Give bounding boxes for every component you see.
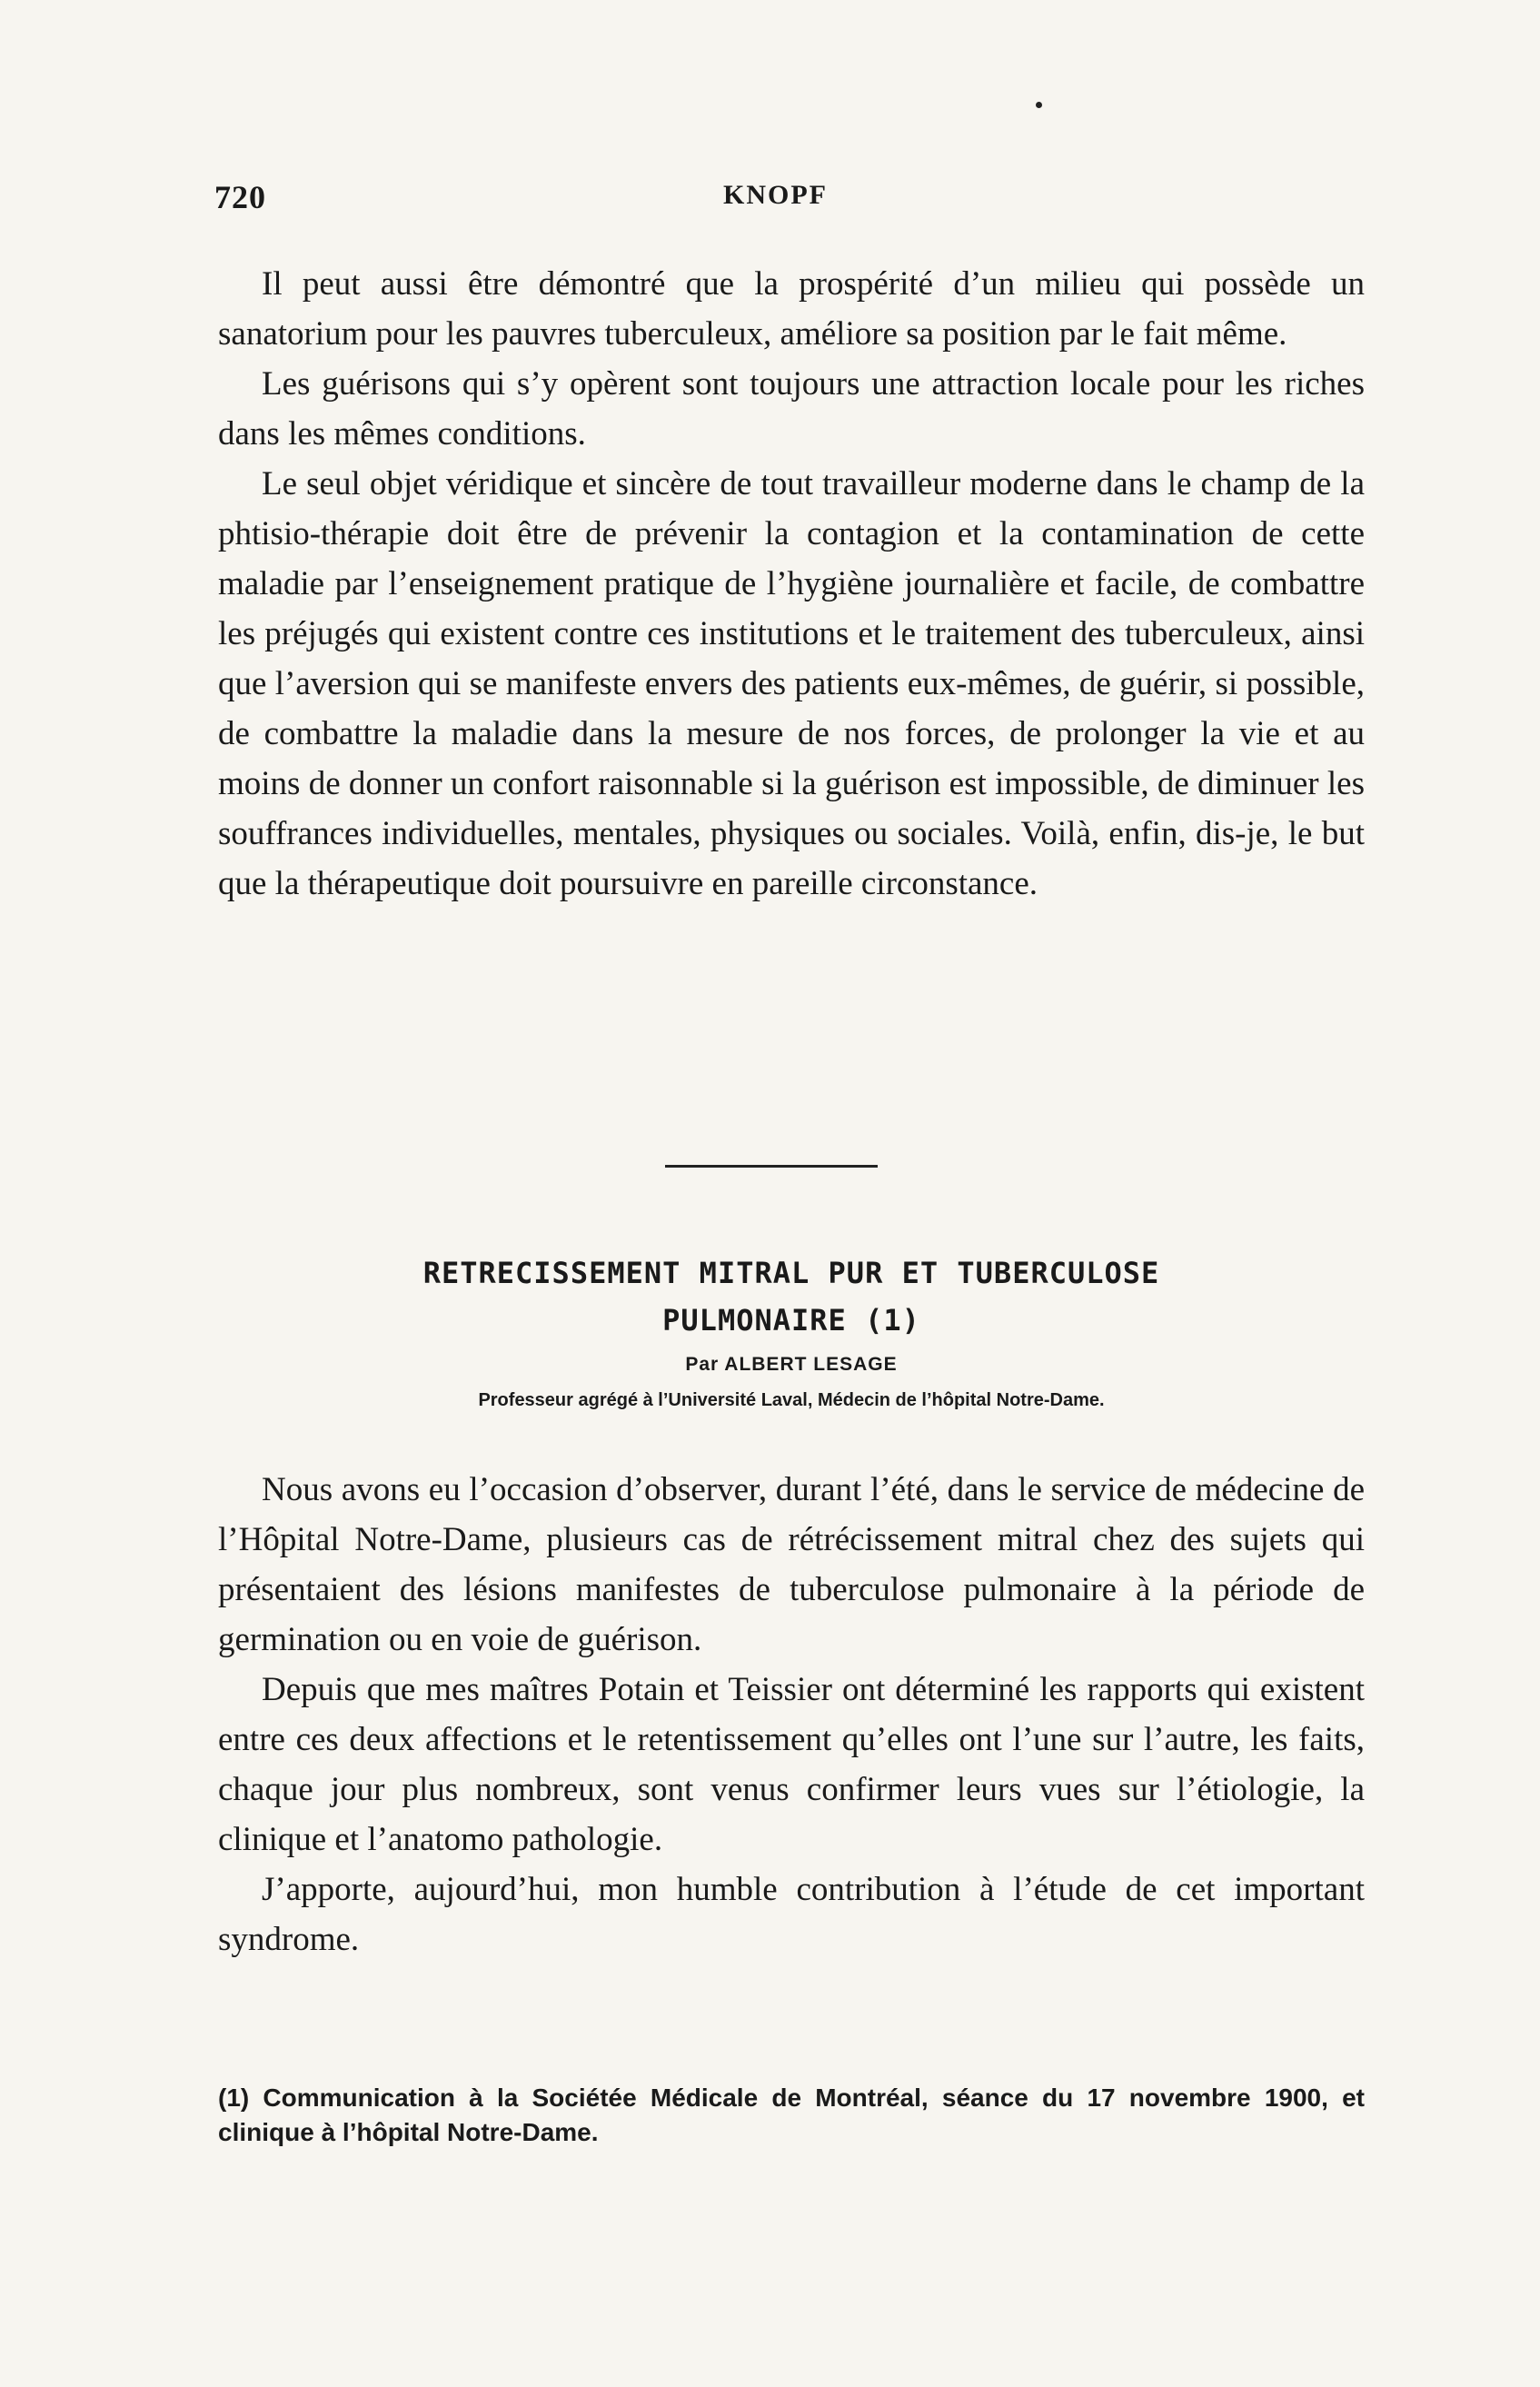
paragraph: Nous avons eu l’occasion d’observer, durant l’été, dans le service de médecine de l’Hôpital Notre-Dame, plusieurs cas de rétrécissement mitral chez des sujets qui présentaient des lésions manifestes de tuberculose pulmonaire à la période de germination ou en voie de guérison. [218,1471,1365,1658]
paragraph: Il peut aussi être démontré que la prospérité d’un milieu qui possède un sanatorium pour les pauvres tuberculeux, améliore sa position par le fait même. [218,265,1365,353]
page-number: 720 [214,179,266,215]
article-title [218,1249,1365,1344]
author-affiliation: Professeur agrégé à l’Université Laval, Médecin de l’hôpital Notre-Dame. [478,1390,1105,1410]
article-title-line: RETRECISSEMENT MITRAL PUR ET TUBERCULOSE [422,1256,1160,1290]
ink-speck [1036,102,1042,108]
author-byline: Par ALBERT LESAGE [685,1354,898,1375]
paragraph: Le seul objet véridique et sincère de tout travailleur moderne dans le champ de la phtisio-thérapie doit être de prévenir la contagion et la contamination de cette maladie par l’enseignement pratique de l’hygiène journalière et facile, de combattre les préjugés qui existent contre ces institutions et le traitement des tuberculeux, ainsi que l’aversion qui se manifeste envers des patients eux-mêmes, de guérir, si possible, de combattre la maladie dans la mesure de nos forces, de prolonger la vie et au moins de donner un confort raisonnable si la guérison est impossible, de diminuer les souffrances individuelles, mentales, physiques ou sociales. Voilà, enfin, dis-je, le but que la thérapeutique doit poursuivre en pareille circonstance. [218,465,1365,902]
paragraph: J’apporte, aujourd’hui, mon humble contribution à l’étude de cet important syndrome. [218,1871,1365,1958]
knopf-text-block [218,259,1365,909]
running-head [214,178,1368,214]
paragraph: Les guérisons qui s’y opèrent sont toujours une attraction locale pour les riches dans les mêmes conditions. [218,365,1365,453]
section-separator [665,1165,878,1168]
paragraph: Depuis que mes maîtres Potain et Teissier ont déterminé les rapports qui existent entre ces deux affections et le retentissement qu’elles ont l’une sur l’autre, les faits, chaque jour plus nombreux, sont venus confirmer leurs vues sur l’étiologie, la clinique et l’anatomo pathologie. [218,1671,1365,1858]
article-text-block [218,1465,1365,1964]
article-title-line: PULMONAIRE (1) [662,1303,920,1338]
footnote: (1) Communication à la Sociétée Médicale de Montréal, séance du 17 novembre 1900, et clinique à l’hôpital Notre-Dame. [218,2084,1365,2146]
running-title: KNOPF [723,180,828,210]
